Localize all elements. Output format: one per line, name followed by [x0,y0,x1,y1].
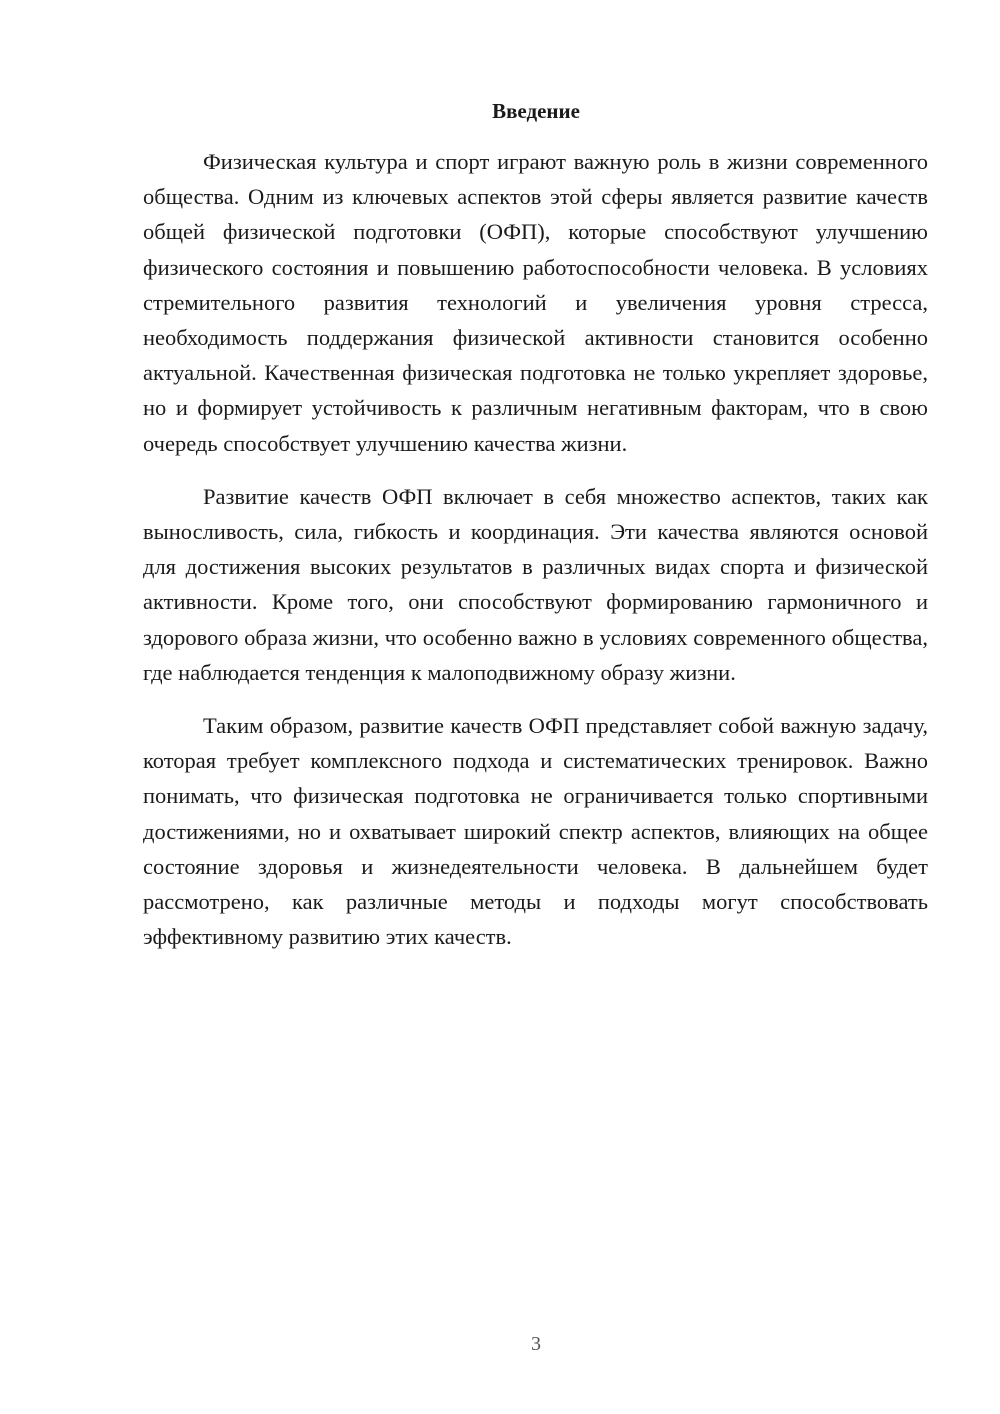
page-number: 3 [531,1333,541,1355]
paragraph-2: Развитие качеств ОФП включает в себя множество аспектов, таких как выносливость, сила, гибкость и координация. Эти качества являются основой для достижения высоких результатов в различных видах спорта и физической активности. Кроме того, они способствуют формированию гармоничного и здорового образа жизни, что особенно важно в условиях современного общества, где наблюдается тенденция к малоподвижному образу жизни. [143,483,928,685]
body-text [143,144,928,972]
paragraph-3: Таким образом, развитие качеств ОФП представляет собой важную задачу, которая требует комплексного подхода и систематических тренировок. Важно понимать, что физическая подготовка не ограничивается только спортивными достижениями, но и охватывает широкий спектр аспектов, влияющих на общее состояние здоровья и жизнедеятельности человека. В дальнейшем будет рассмотрено, как различные методы и подходы могут способствовать эффективному развитию этих качеств. [143,713,928,950]
paragraph-1: Физическая культура и спорт играют важную роль в жизни современного общества. Одним из ключевых аспектов этой сферы является развитие качеств общей физической подготовки (ОФП), которые способствуют улучшению физического состояния и повышению работоспособности человека. В условиях стремительного развития технологий и увеличения уровня стресса, необходимость поддержания физической активности становится особенно актуальной. Качественная физическая подготовка не только укрепляет здоровье, но и формирует устойчивость к различным негативным факторам, что в свою очередь способствует улучшению качества жизни. [143,149,928,456]
page-title: Введение [492,99,580,123]
